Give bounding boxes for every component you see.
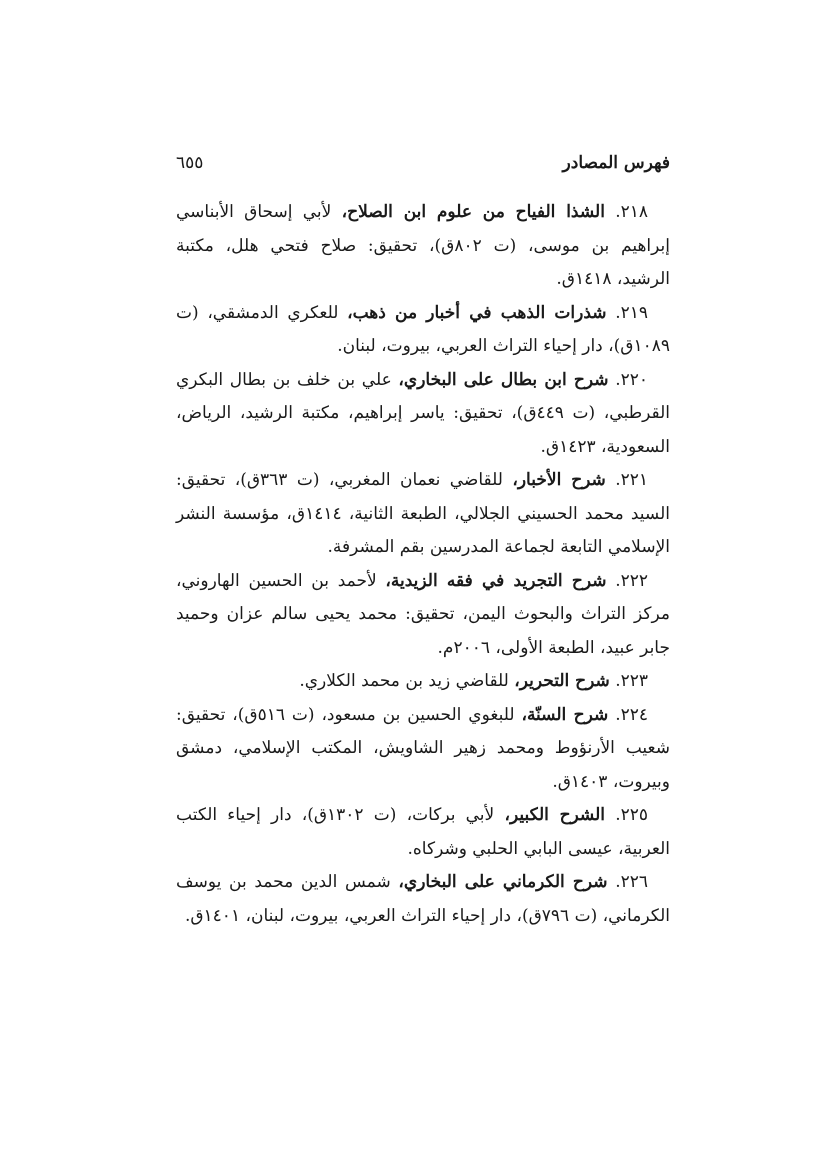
entry-details: للبغوي الحسين بن مسعود، (ت ٥١٦ق)، تحقيق: شعيب الأرنؤوط ومحمد زهير الشاويش، المكتب الإسلامي، دمشق وبيروت، ١٤٠٣ق. xyxy=(176,704,670,792)
entry-details: للقاضي نعمان المغربي، (ت ٣٦٣ق)، تحقيق: السيد محمد الحسيني الجلالي، الطبعة الثانية، ١٤١٤ق، مؤسسة النشر الإسلامي التابعة لجماعة المدرسين بقم المشرفة. xyxy=(176,470,670,557)
page-number: ٦٥٥ xyxy=(176,153,204,173)
entry-details: لأحمد بن الحسين الهاروني، مركز التراث والبحوث اليمن، تحقيق: محمد يحيى سالم عزان وحميد جابر عبيد، الطبعة الأولى، ٢٠٠٦م. xyxy=(176,570,670,658)
bibliography-entry xyxy=(176,665,670,699)
bibliography-entry xyxy=(176,464,670,565)
entry-title: شرح الكرماني على البخاري، xyxy=(398,872,608,892)
entry-title: الشذا الفياح من علوم ابن الصلاح، xyxy=(341,202,605,222)
running-header-title: فهرس المصادر xyxy=(562,153,670,173)
bibliography-entry xyxy=(176,699,670,800)
entry-number: ٢٢٥. xyxy=(615,805,649,825)
entry-details: لأبي إسحاق الأبناسي إبراهيم بن موسى، (ت ٨٠٢ق)، تحقيق: صلاح فتحي هلل، مكتبة الرشيد، ١٤١٨ق. xyxy=(176,202,670,289)
entry-number: ٢١٩. xyxy=(615,302,648,323)
bibliography-list xyxy=(176,196,670,933)
entry-details: شمس الدين محمد بن يوسف الكرماني، (ت ٧٩٦ق)، دار إحياء التراث العربي، بيروت، لبنان، ١٤٠١ق. xyxy=(176,872,670,926)
entry-number: ٢١٨. xyxy=(615,202,649,222)
entry-number: ٢٢٦. xyxy=(615,872,649,892)
entry-details: للعكري الدمشقي، (ت ١٠٨٩ق)، دار إحياء التراث العربي، بيروت، لبنان. xyxy=(176,302,670,356)
bibliography-entry xyxy=(176,565,670,666)
entry-number: ٢٢٣. xyxy=(615,671,648,691)
entry-number: ٢٢٢. xyxy=(615,570,648,591)
bibliography-entry xyxy=(176,866,670,933)
entry-title: شرح ابن بطال على البخاري، xyxy=(398,369,609,390)
entry-number: ٢٢٤. xyxy=(615,704,649,725)
entry-details: علي بن خلف بن بطال البكري القرطبي، (ت ٤٤٩ق)، تحقيق: ياسر إبراهيم، مكتبة الرشيد، الرياض، السعودية، ١٤٢٣ق. xyxy=(176,369,670,457)
bibliography-entry xyxy=(176,364,670,465)
entry-title: شرح التجريد في فقه الزيدية، xyxy=(385,570,607,591)
bibliography-entry xyxy=(176,799,670,866)
entry-title: شرح التحرير، xyxy=(514,671,610,691)
entry-details: لأبي بركات، (ت ١٣٠٢ق)، دار إحياء الكتب العربية، عيسى البابي الحلبي وشركاه. xyxy=(176,805,670,859)
entry-title: شذرات الذهب في أخبار من ذهب، xyxy=(347,302,607,323)
entry-title: شرح الأخبار، xyxy=(512,470,606,490)
entry-title: شرح السنّة، xyxy=(521,704,609,725)
page-header xyxy=(176,153,670,183)
bibliography-entry xyxy=(176,196,670,297)
bibliography-entry xyxy=(176,297,670,364)
entry-number: ٢٢٠. xyxy=(615,369,649,390)
entry-number: ٢٢١. xyxy=(615,470,648,490)
entry-details: للقاضي زيد بن محمد الكلاري. xyxy=(299,671,509,691)
entry-title: الشرح الكبير، xyxy=(504,805,605,825)
